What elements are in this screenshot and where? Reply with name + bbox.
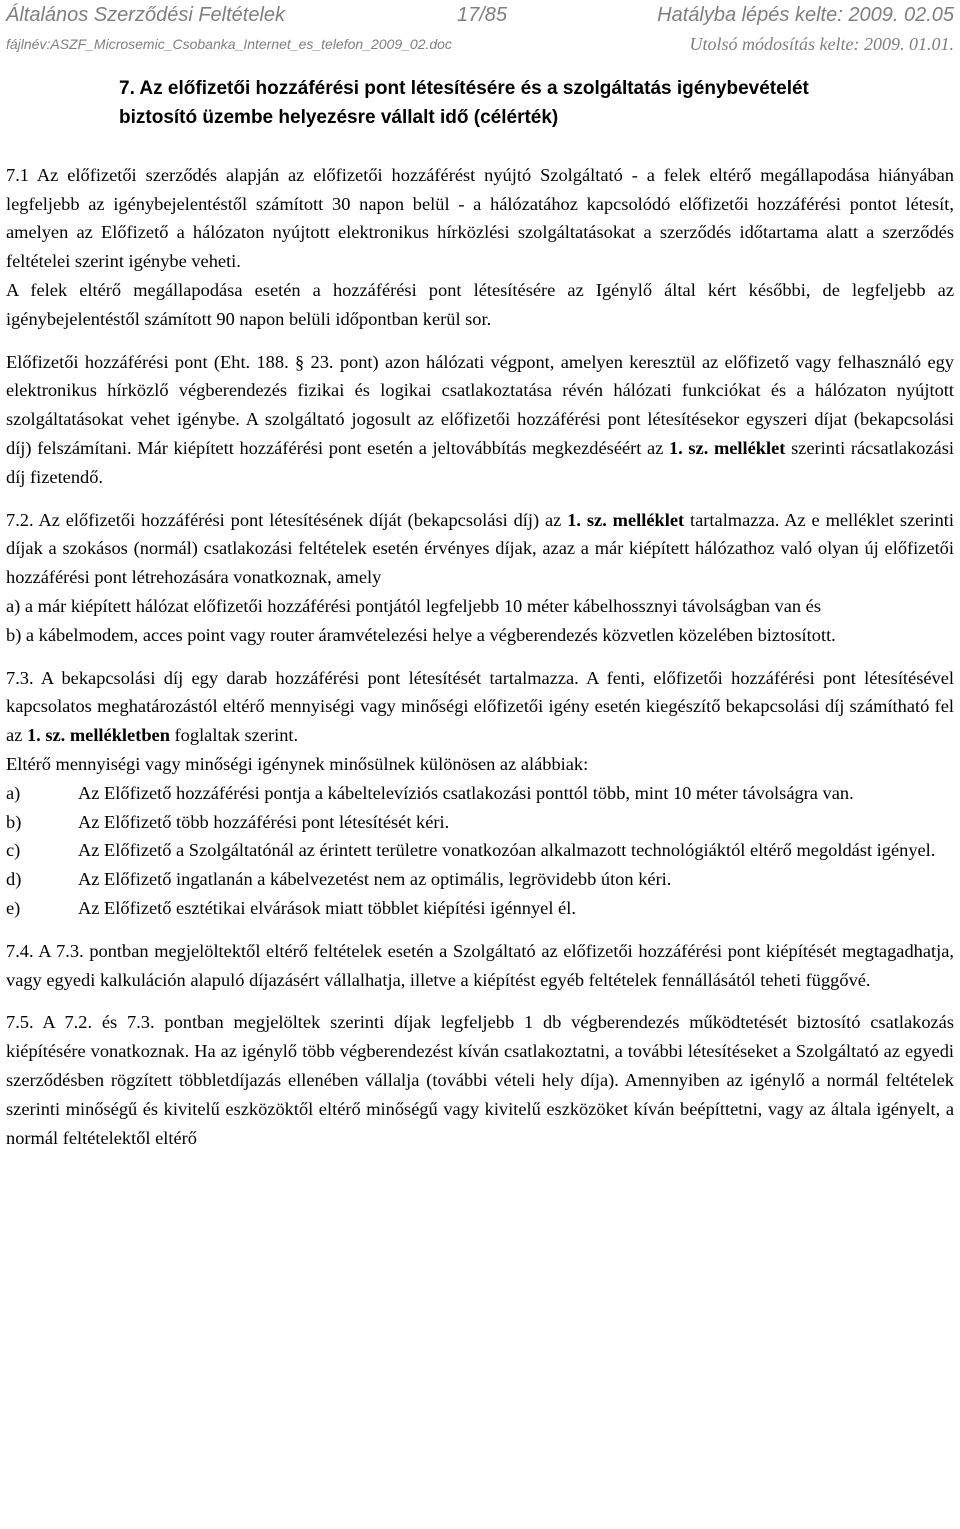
list-text: Az Előfizető több hozzáférési pont létesítését kéri. — [78, 811, 450, 832]
list-text: Az Előfizető ingatlanán a kábelvezetést nem az optimális, legrövidebb úton kéri. — [78, 869, 672, 890]
paragraph-access-point-end: szerinti rácsatlakozási díj fizetendő. — [6, 437, 954, 487]
page-header — [6, 0, 954, 58]
page-number: 17/85 — [457, 4, 508, 26]
paragraph-7-2-rest: tartalmazza. Az e melléklet szerinti díjak a szokásos (normál) csatlakozási feltételek esetén érvényes díjak, azaz a már kiépített hálózathoz való olyan új előfizetői hozzáférési pont létrehozására vonatkoznak, amely — [6, 509, 954, 588]
list-label: c) — [6, 840, 21, 861]
paragraph-access-point-text: Előfizetői hozzáférési pont (Eht. 188. § 23. pont) azon hálózati végpont, amelyen keresztül az előfizető vagy felhasználó egy elektronikus hírközlő végberendezés fizikai és logikai csatlakoztatása révén hálózati funkciókat és a hálózaton nyújtott szolgáltatásokat vehet igénybe. A szolgáltató jogosult az előfizetői hozzáférési pont létesítésekor egyszeri díjat (bekapcsolási díj) felszámítani. Már kiépített hozzáférési pont esetén a jeltovábbítás megkezdéséért az — [6, 351, 954, 458]
list-label: d) — [6, 869, 22, 890]
section-title — [6, 74, 954, 132]
paragraph-7-3-end: foglaltak szerint. — [169, 725, 299, 746]
modified-date: Utolsó módosítás kelte: 2009. 01.01. — [689, 34, 954, 54]
paragraph-7-2 — [6, 506, 954, 592]
document-title: Általános Szerződési Feltételek — [6, 4, 286, 26]
list-text: Az Előfizető esztétikai elvárások miatt többlet kiépítési igénnyel él. — [78, 897, 576, 918]
list-item-b: b) a kábelmodem, acces point vagy router áramvételezési helye a végberendezés közvetlen közelében biztosított. — [6, 624, 836, 645]
paragraph-7-2-start: 7.2. Az előfizetői hozzáférési pont létesítésének díját (bekapcsolási díj) az — [6, 509, 568, 530]
annex-reference: 1. sz. mellékletben — [26, 725, 170, 746]
header-row-1 — [6, 0, 954, 30]
list-label: b) — [6, 811, 22, 832]
effective-date: Hatályba lépés kelte: 2009. 02.05 — [657, 4, 954, 26]
list-text: Az Előfizető hozzáférési pontja a kábeltelevíziós csatlakozási ponttól több, mint 10 méter távolságra van. — [78, 782, 854, 803]
list-text: Az Előfizető a Szolgáltatónál az érintett területre vonatkozóan alkalmazott technológiáktól eltérő megoldást igényel. — [78, 840, 936, 861]
file-name: fájlnév:ASZF_Microsemic_Csobanka_Internet_es_telefon_2009_02.doc — [6, 36, 452, 52]
paragraph-7-4: 7.4. A 7.3. pontban megjelöltektől eltérő feltételek esetén a Szolgáltató az előfizetői hozzáférési pont kiépítését megtagadhatja, vagy egyedi kalkuláción alapuló díjazásért vállalhatja, illetve a kiépítést egyéb feltételek fennállásától teheti függővé. — [6, 940, 954, 990]
list-item — [6, 779, 954, 808]
list-item-a: a) a már kiépített hálózat előfizetői hozzáférési pontjától legfeljebb 10 méter kábelhossznyi távolságban van és — [6, 595, 821, 616]
list-item — [6, 894, 954, 923]
list-item — [6, 836, 954, 865]
paragraph-7-3 — [6, 664, 954, 750]
paragraph-7-3-start: 7.3. A bekapcsolási díj egy darab hozzáférési pont létesítését tartalmazza. A fenti, előfizetői hozzáférési pont létesítésével kapcsolatos meghatározástól eltérő mennyiségi vagy minőségi előfizetői igény esetén kiegészítő bekapcsolási díj számítható fel az — [6, 667, 954, 746]
paragraph-7-3-intro: Eltérő mennyiségi vagy minőségi igénynek minősülnek különösen az alábbiak: — [6, 753, 589, 774]
document-body — [6, 74, 954, 1152]
list-label: e) — [6, 897, 21, 918]
list-item — [6, 808, 954, 837]
paragraph-access-point — [6, 348, 954, 492]
paragraph-7-1: 7.1 Az előfizetői szerződés alapján az előfizetői hozzáférést nyújtó Szolgáltató - a felek eltérő megállapodása hiányában legfeljebb az igénybejelentéstől számított 30 napon belül - a hálózatához kapcsolódó előfizetői hozzáférési pontot létesít, amelyen az Előfizető a hálózaton nyújtott elektronikus hírközlési szolgáltatásokat a szerződés időtartama alatt a szerződés feltételei szerint igénybe veheti. — [6, 164, 954, 272]
header-row-2 — [6, 30, 954, 58]
section-title-line-1: 7. Az előfizetői hozzáférési pont létesítésére és a szolgáltatás igénybevételét — [119, 78, 809, 99]
paragraph-7-5: 7.5. A 7.2. és 7.3. pontban megjelöltek szerinti díjak legfeljebb 1 db végberendezés működtetését biztosító csatlakozás kiépítésére vonatkoznak. Ha az igénylő több végberendezést kíván csatlakoztatni, a további létesítéseket a Szolgáltató az egyedi szerződésben rögzített többletdíjazás ellenében vállalja (további vételi hely díja). Amennyiben az igénylő a normál feltételek szerinti minőségű és kivitelű eszközöktől eltérő minőségű vagy kivitelű eszközöket kíván beépíttetni, vagy az általa igényelt, a normál feltételektől eltérő — [6, 1012, 954, 1148]
annex-reference: 1. sz. melléklet — [668, 437, 786, 458]
list-label: a) — [6, 782, 21, 803]
paragraph-7-1-b: A felek eltérő megállapodása esetén a hozzáférési pont létesítésére az Igénylő által kért későbbi, de legfeljebb az igénybejelentéstől számított 90 napon belüli időpontban kerül sor. — [6, 279, 954, 329]
annex-reference: 1. sz. melléklet — [567, 509, 685, 530]
list-item — [6, 865, 954, 894]
section-title-line-2: biztosító üzembe helyezésre vállalt idő (célérték) — [119, 107, 559, 128]
